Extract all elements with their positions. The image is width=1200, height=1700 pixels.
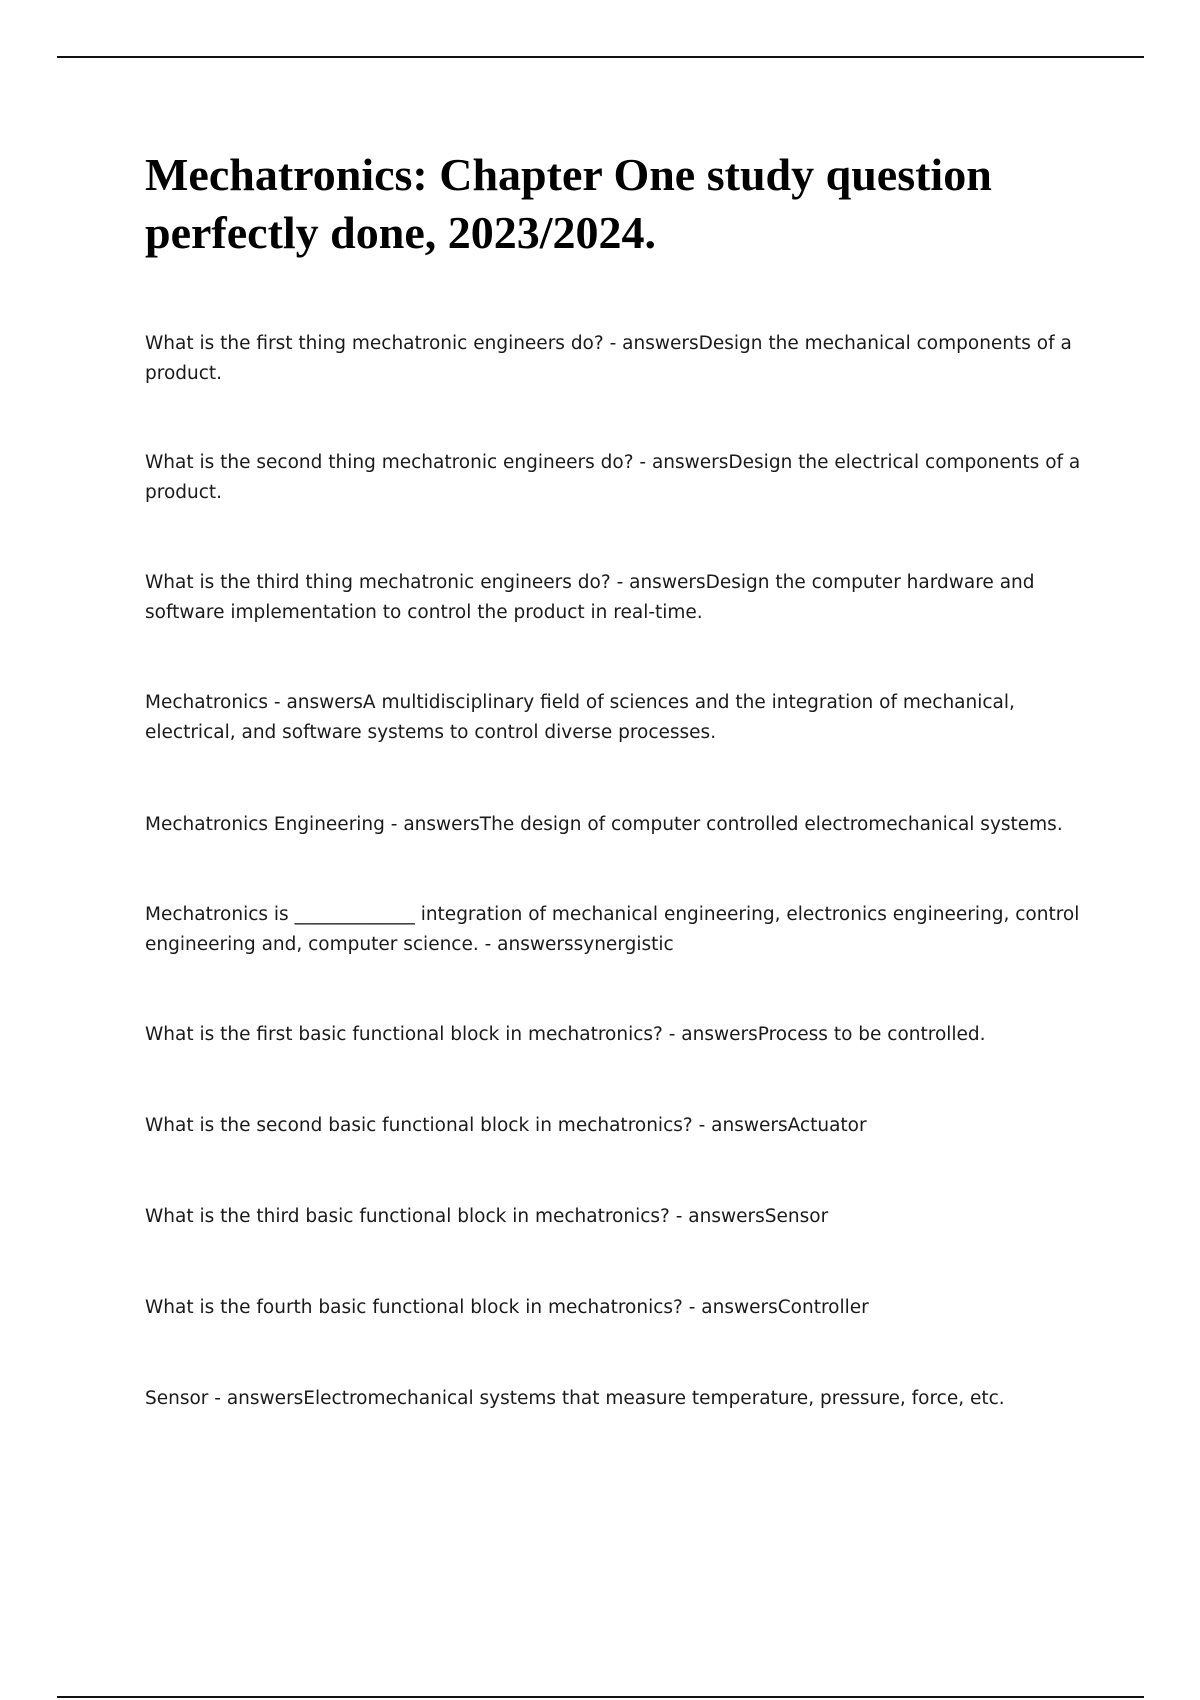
header-rule [57, 56, 1144, 58]
footer-rule [57, 1696, 1144, 1698]
qa-item: What is the first basic functional block in mechatronics? - answersProcess to be controlled. [145, 1024, 986, 1045]
document-title: Mechatronics: Chapter One study question perfectly done, 2023/2024. [145, 149, 992, 258]
qa-item: Mechatronics is _____________ integration of mechanical engineering, electronics engineering, control engineering and, computer science. - answerssynergistic [145, 904, 1080, 955]
qa-item: Mechatronics Engineering - answersThe design of computer controlled electromechanical systems. [145, 814, 1063, 835]
qa-item: What is the second basic functional block in mechatronics? - answersActuator [145, 1115, 867, 1136]
qa-item: Mechatronics - answersA multidisciplinary field of sciences and the integration of mechanical, electrical, and software systems to control diverse processes. [145, 692, 1015, 743]
qa-item: What is the third thing mechatronic engineers do? - answersDesign the computer hardware and software implementation to control the product in real-time. [145, 572, 1035, 623]
qa-item: What is the fourth basic functional block in mechatronics? - answersController [145, 1297, 869, 1318]
qa-item: What is the third basic functional block in mechatronics? - answersSensor [145, 1206, 829, 1227]
qa-item: Sensor - answersElectromechanical systems that measure temperature, pressure, force, etc. [145, 1388, 1005, 1409]
qa-item: What is the second thing mechatronic engineers do? - answersDesign the electrical components of a product. [145, 452, 1081, 503]
qa-item: What is the first thing mechatronic engineers do? - answersDesign the mechanical components of a product. [145, 333, 1072, 384]
